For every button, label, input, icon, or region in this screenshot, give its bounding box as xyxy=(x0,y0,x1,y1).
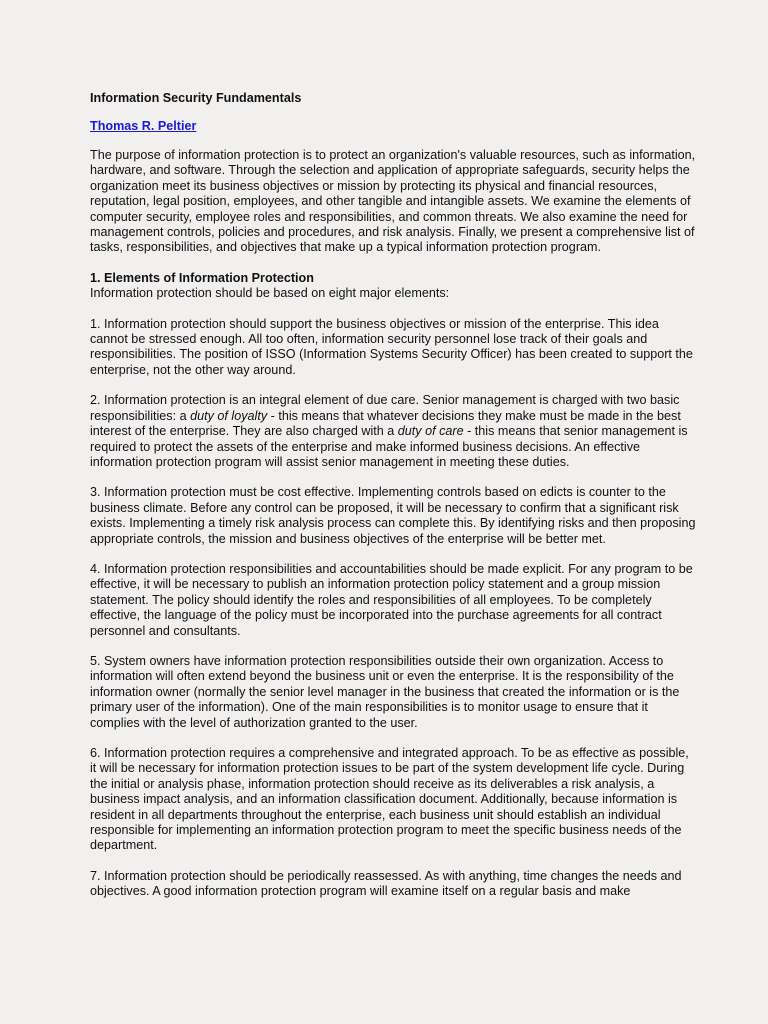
element-paragraph-4: 4. Information protection responsibilities and accountabilities should be made explicit. For any program to be effective, it will be necessary to publish an information protection policy statement and a group mission statement. The policy should identify the roles and responsibilities of all employees. To be completely effective, the language of the policy must be incorporated into the purchase agreements for all contract personnel and consultants. xyxy=(90,561,693,638)
paragraph-2-text-a: 2. Information protection is an integral element of due care. Senior management is charged with two basic responsibilities: a xyxy=(90,393,680,423)
section-intro: Information protection should be based on eight major elements: xyxy=(90,286,450,301)
abstract-paragraph: The purpose of information protection is to protect an organization's valuable resources, such as information, hardware, and software. Through the selection and application of appropriate safeguards, security helps the organization meet its business objectives or mission by protecting its physical and financial resources, reputation, legal position, employees, and other tangible and intangible assets. We examine the elements of computer security, employee roles and responsibilities, and common threats. We also examine the need for management controls, policies and procedures, and risk analysis. Finally, we present a comprehensive list of tasks, responsibilities, and objectives that make up a typical information protection program. xyxy=(90,148,696,255)
section-heading: 1. Elements of Information Protection xyxy=(90,270,314,285)
document-title: Information Security Fundamentals xyxy=(90,91,302,105)
duty-of-care-term: duty of care xyxy=(397,424,464,439)
element-paragraph-2 xyxy=(90,393,698,470)
element-paragraph-7: 7. Information protection should be periodically reassessed. As with anything, time changes the needs and objectives. A good information protection program will examine itself on a regular basis and make xyxy=(90,868,682,899)
duty-of-loyalty-term: duty of loyalty xyxy=(190,408,268,423)
author-link[interactable]: Thomas R. Peltier xyxy=(90,119,197,133)
paragraph-2-text-b: - this means that whatever decisions they make must be made in the best interest of the enterprise. They are also charged with a xyxy=(90,408,681,439)
element-paragraph-5: 5. System owners have information protection responsibilities outside their own organization. Access to information will often extend beyond the business unit or even the enterprise. It is the responsibility of the information owner (normally the senior level manager in the business that created the information or is the primary user of the information). One of the main responsibilities is to monitor usage to ensure that it complies with the level of authorization granted to the user. xyxy=(90,653,680,730)
element-paragraph-6: 6. Information protection requires a comprehensive and integrated approach. To be as effective as possible, it will be necessary for information protection issues to be part of the system development life cycle. During the initial or analysis phase, information protection should receive as its deliverables a risk analysis, a business impact analysis, and an information classification document. Additionally, because information is resident in all departments throughout the enterprise, each business unit should establish an individual responsible for implementing an information protection program to meet the specific business needs of the department. xyxy=(90,746,689,853)
element-paragraph-1: 1. Information protection should support the business objectives or mission of the enterprise. This idea cannot be stressed enough. All too often, information security personnel lose track of their goals and responsibilities. The position of ISSO (Information Systems Security Officer) has been created to support the enterprise, not the other way around. xyxy=(90,316,693,377)
author-line xyxy=(90,118,698,134)
element-paragraph-3: 3. Information protection must be cost effective. Implementing controls based on edicts is counter to the business climate. Before any control can be proposed, it will be necessary to confirm that a significant risk exists. Implementing a timely risk analysis process can complete this. By identifying risks and then proposing appropriate controls, the mission and business objectives of the enterprise will be better met. xyxy=(90,485,696,546)
paragraph-2-text-c: - this means that senior management is required to protect the assets of the enterprise and make informed business decisions. An effective information protection program will assist senior management in meeting these duties. xyxy=(90,424,688,469)
